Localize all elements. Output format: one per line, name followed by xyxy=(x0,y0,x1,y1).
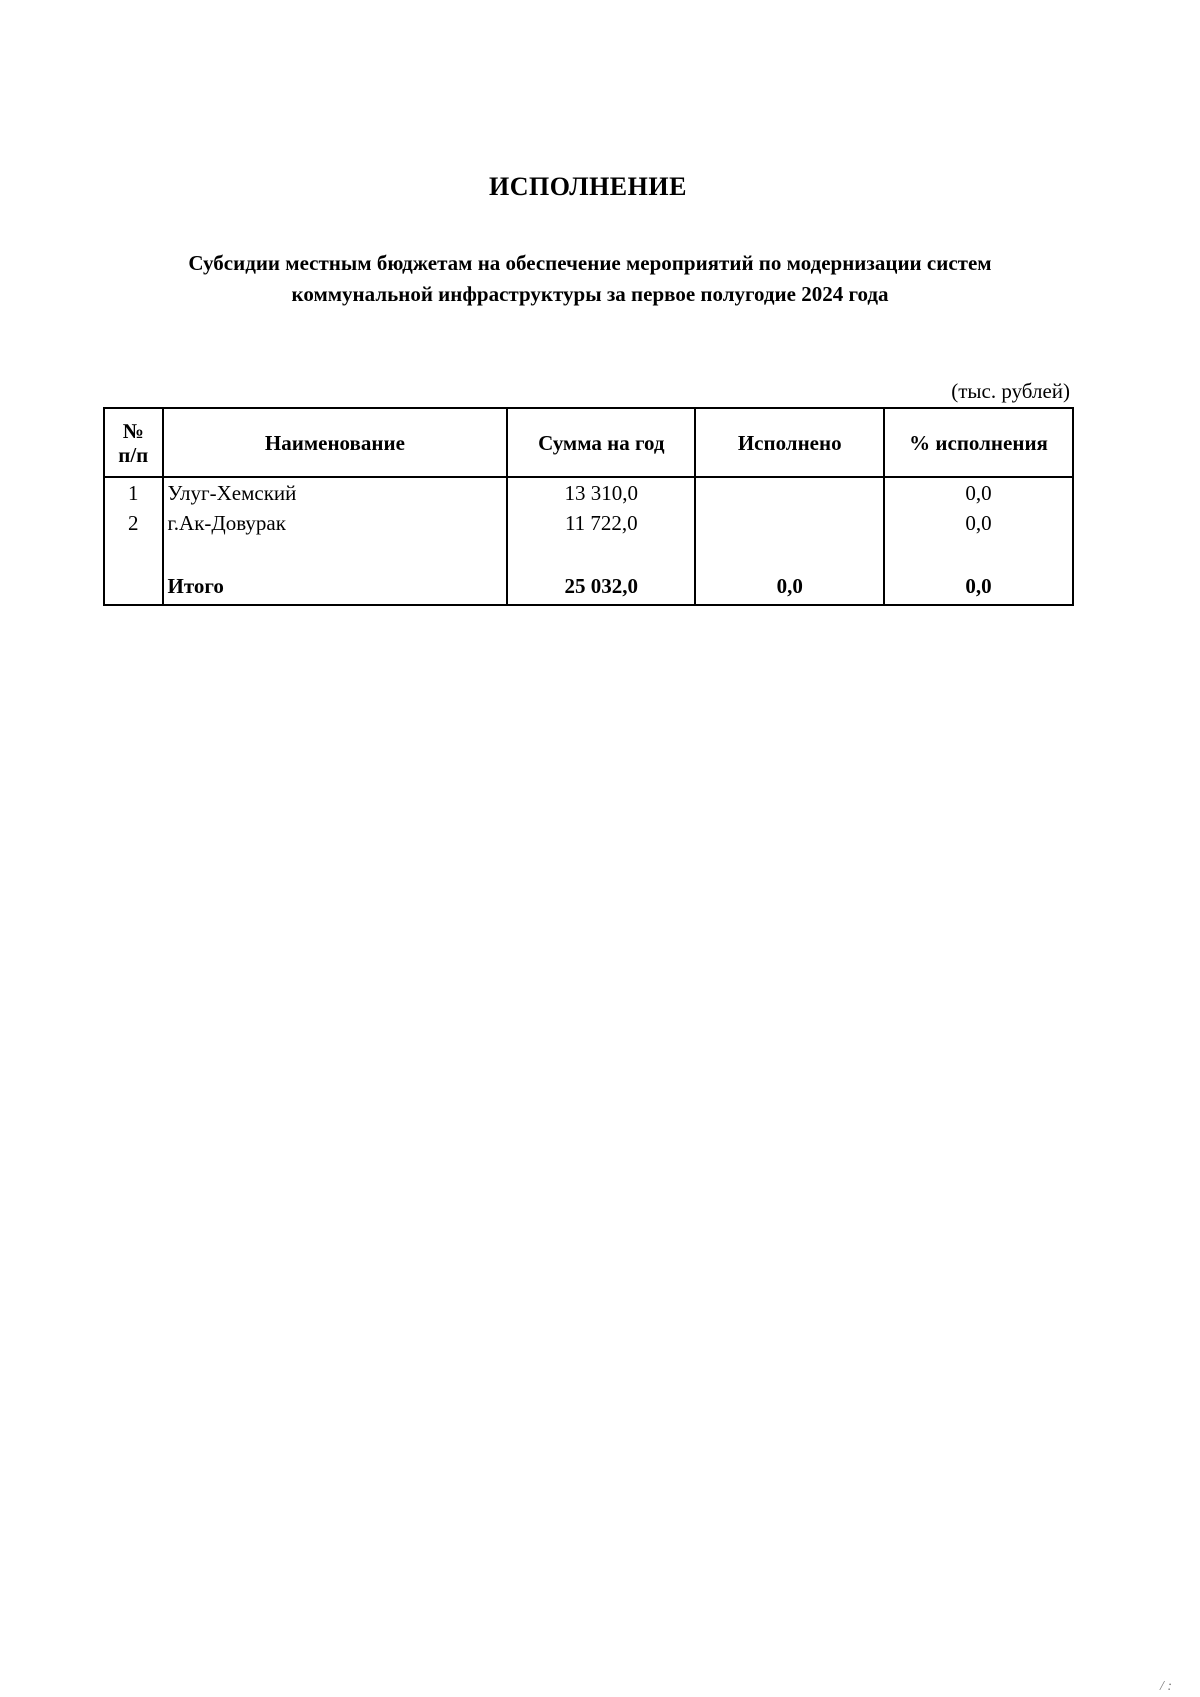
row-name: Улуг-Хемский xyxy=(163,477,508,508)
spacer-cell xyxy=(104,538,163,568)
subtitle-line-2: коммунальной инфраструктуры за первое полугодие 2024 года xyxy=(291,282,889,306)
table-row xyxy=(104,477,1073,508)
header-sum: Сумма на год xyxy=(507,408,695,477)
execution-table xyxy=(103,407,1074,606)
corner-mark: / : xyxy=(1159,1679,1172,1694)
row-sum: 13 310,0 xyxy=(507,477,695,508)
spacer-cell xyxy=(695,538,884,568)
document-subtitle xyxy=(90,248,1090,310)
row-name: г.Ак-Довурак xyxy=(163,508,508,538)
table-header-row xyxy=(104,408,1073,477)
unit-label: (тыс. рублей) xyxy=(951,379,1070,403)
row-pct: 0,0 xyxy=(884,477,1073,508)
spacer-cell xyxy=(507,538,695,568)
total-num xyxy=(104,568,163,605)
header-pct: % исполнения xyxy=(884,408,1073,477)
row-done xyxy=(695,477,884,508)
total-sum: 25 032,0 xyxy=(507,568,695,605)
table-total-row xyxy=(104,568,1073,605)
header-num-line-2: п/п xyxy=(118,442,149,467)
row-done xyxy=(695,508,884,538)
row-num: 1 xyxy=(104,477,163,508)
row-num: 2 xyxy=(104,508,163,538)
table-row xyxy=(104,508,1073,538)
document-title: ИСПОЛНЕНИЕ xyxy=(489,172,687,201)
header-num-line-1: № xyxy=(122,418,144,443)
subtitle-line-1: Субсидии местным бюджетам на обеспечение мероприятий по модернизации систем xyxy=(188,251,992,275)
total-done: 0,0 xyxy=(695,568,884,605)
header-num xyxy=(104,408,163,477)
table-spacer-row xyxy=(104,538,1073,568)
row-pct: 0,0 xyxy=(884,508,1073,538)
header-name: Наименование xyxy=(163,408,508,477)
header-done: Исполнено xyxy=(695,408,884,477)
total-pct: 0,0 xyxy=(884,568,1073,605)
row-sum: 11 722,0 xyxy=(507,508,695,538)
spacer-cell xyxy=(884,538,1073,568)
spacer-cell xyxy=(163,538,508,568)
total-label: Итого xyxy=(163,568,508,605)
